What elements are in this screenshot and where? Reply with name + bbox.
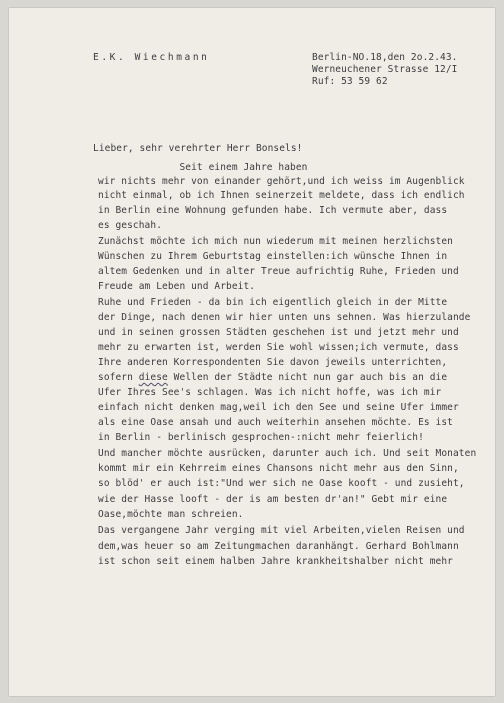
body-line: wir nichts mehr von einander gehört,und ich weiss im Augenblick (98, 176, 465, 187)
letter-page (9, 8, 495, 696)
body-line: Oase,möchte man schreien. (98, 509, 244, 520)
body-line: in Berlin - berlinisch gesprochen-:nicht mehr feierlich! (98, 432, 424, 443)
body-line: mehr zu erwarten ist, werden Sie wohl wissen;ich vermute, dass (98, 342, 459, 353)
body-line: einfach nicht denken mag,weil ich den See und seine Ufer immer (98, 402, 459, 413)
body-line: Seit einem Jahre haben (98, 162, 308, 173)
body-line: kommt mir ein Kehrreim eines Chansons nicht mehr aus den Sinn, (98, 463, 459, 474)
body-line: als eine Oase ansah und auch weiterhin ansehen möchte. Es ist (98, 417, 453, 428)
address-line-3: Ruf: 53 59 62 (312, 76, 388, 87)
body-line: es geschah. (98, 220, 163, 231)
body-line: in Berlin eine Wohnung gefunden habe. Ich vermute aber, dass (98, 205, 448, 216)
body-line: altem Gedenken und in alter Treue aufrichtig Ruhe, Frieden und (98, 266, 459, 277)
body-line: wie der Hasse looft - der is am besten dr'an!" Gebt mir eine (98, 494, 448, 505)
address-line-1: Berlin-NO.18,den 2o.2.43. (312, 52, 458, 63)
body-line: Wünschen zu Ihrem Geburtstag einstellen:ich wünsche Ihnen in (98, 251, 448, 262)
body-line: so blöd' er auch ist:"Und wer sich ne Oase kooft - und zusieht, (98, 478, 465, 489)
address-line-2: Werneuchener Strasse 12/I (312, 64, 458, 75)
body-line: Ruhe und Frieden - da bin ich eigentlich gleich in der Mitte (98, 297, 448, 308)
body-line: der Dinge, nach denen wir hier unten uns sehnen. Was hierzulande (98, 312, 471, 323)
body-line: dem,was heuer so am Zeitungmachen daranhängt. Gerhard Bohlmann (98, 541, 459, 552)
underlined-word: diese (138, 372, 168, 383)
body-line: Freude am Leben und Arbeit. (98, 281, 256, 292)
body-line: sofern diese Wellen der Städte nicht nun gar auch bis an die (98, 372, 448, 383)
body-line: nicht einmal, ob ich Ihnen seinerzeit meldete, dass ich endlich (98, 190, 465, 201)
body-line: und in seinen grossen Städten geschehen ist und jetzt mehr und (98, 327, 459, 338)
body-line: ist schon seit einem halben Jahre krankheitshalber nicht mehr (98, 556, 453, 567)
body-line: Und mancher möchte ausrücken, darunter auch ich. Und seit Monaten (98, 448, 477, 459)
body-line: Ihre anderen Korrespondenten Sie davon jeweils unterrichten, (98, 357, 448, 368)
salutation: Lieber, sehr verehrter Herr Bonsels! (93, 143, 303, 154)
body-line: Zunächst möchte ich mich nun wiederum mit meinen herzlichsten (98, 236, 453, 247)
body-line: Das vergangene Jahr verging mit viel Arbeiten,vielen Reisen und (98, 525, 465, 536)
body-line: Ufer Ihres See's schlagen. Was ich nicht hoffe, was ich mir (98, 387, 442, 398)
sender-name: E.K. Wiechmann (93, 52, 210, 63)
